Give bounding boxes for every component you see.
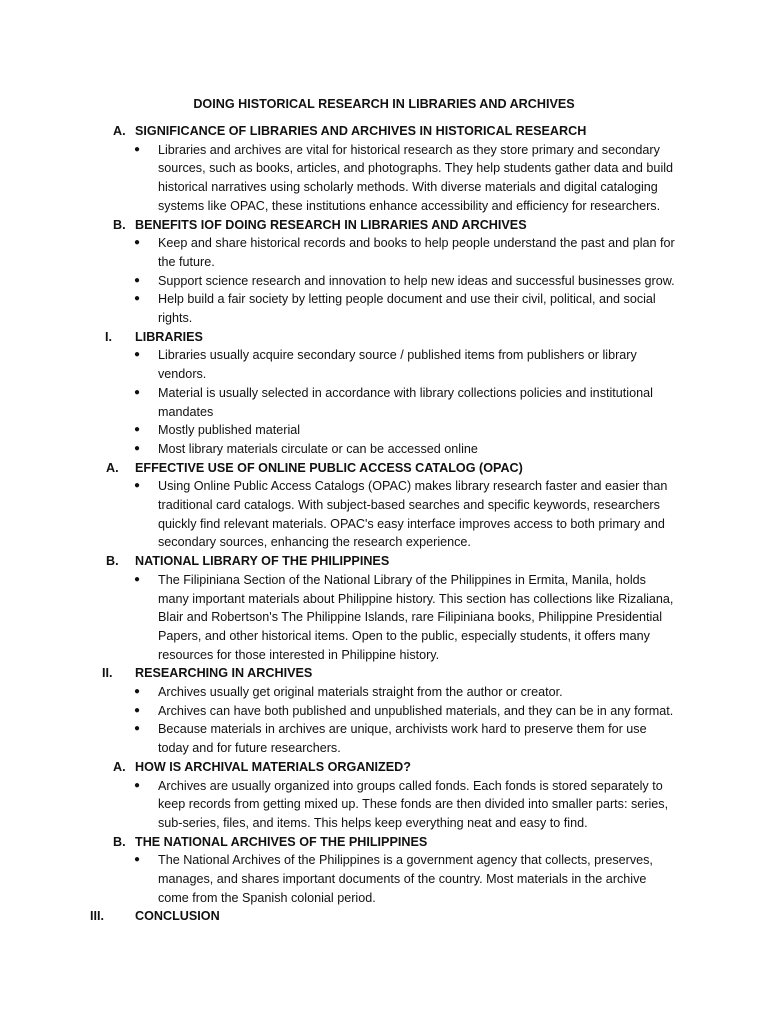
- bullet-icon: ●: [134, 143, 141, 155]
- bullet-icon: ●: [134, 424, 141, 436]
- list-item: [0, 346, 680, 383]
- section-heading: [0, 552, 768, 571]
- bullet-list: [0, 234, 768, 328]
- bullet-icon: ●: [134, 386, 141, 398]
- bullet-list: [0, 141, 768, 216]
- document-body: [0, 122, 768, 926]
- list-item: [0, 477, 680, 552]
- bullet-icon: ●: [134, 442, 141, 454]
- list-item-text: Material is usually selected in accordance with library collections policies and institutional mandates: [158, 385, 653, 419]
- bullet-icon: ●: [134, 704, 141, 716]
- section-marker: A.: [113, 124, 126, 138]
- bullet-icon: ●: [134, 293, 141, 305]
- list-item-text: The National Archives of the Philippines is a government agency that collects, preserves, manages, and shares important documents of the country. Most materials in the archive come from the Spanish colonial period.: [158, 853, 653, 905]
- bullet-icon: ●: [134, 573, 141, 585]
- list-item-text: Archives usually get original materials straight from the author or creator.: [158, 685, 563, 699]
- section-heading-text: RESEARCHING IN ARCHIVES: [135, 666, 313, 681]
- list-item: [0, 234, 680, 271]
- list-item-text: Keep and share historical records and books to help people understand the past and plan for the future.: [158, 236, 675, 269]
- list-item: [0, 777, 680, 833]
- section-heading-text: EFFECTIVE USE OF ONLINE PUBLIC ACCESS CATALOG (OPAC): [135, 460, 523, 475]
- section-heading-text: BENEFITS IOF DOING RESEARCH IN LIBRARIES AND ARCHIVES: [135, 217, 527, 232]
- bullet-list: [0, 777, 768, 833]
- list-item: [0, 141, 680, 216]
- section-heading: [0, 664, 768, 683]
- list-item-text: Mostly published material: [158, 423, 301, 438]
- section-heading: [0, 328, 768, 347]
- section-heading: [0, 459, 768, 478]
- list-item: [0, 851, 680, 907]
- list-item: [0, 720, 680, 757]
- list-item: [0, 421, 680, 440]
- section-heading-text: CONCLUSION: [135, 909, 220, 924]
- bullet-list: [0, 683, 768, 758]
- section-marker: A.: [106, 460, 119, 475]
- list-item-text: Support science research and innovation to help new ideas and successful businesses grow.: [158, 273, 675, 288]
- bullet-list: [0, 346, 768, 458]
- bullet-icon: ●: [134, 779, 141, 791]
- list-item: [0, 702, 680, 721]
- list-item-text: Libraries usually acquire secondary source / published items from publishers or library vendors.: [158, 348, 637, 382]
- bullet-list: [0, 571, 768, 665]
- list-item-text: Archives are usually organized into groups called fonds. Each fonds is stored separately to keep records from getting mixed up. These fonds are then divided into smaller parts: series, sub-series, files, and items. This helps keep everything neat and easy to find.: [158, 778, 669, 830]
- bullet-icon: ●: [134, 686, 141, 697]
- document-title: DOING HISTORICAL RESEARCH IN LIBRARIES AND ARCHIVES: [193, 97, 575, 111]
- list-item-text: Using Online Public Access Catalogs (OPAC) makes library research faster and easier than traditional card catalogs. With subject-based searches and specific keywords, researchers quickly find relevant materials. OPAC's easy interface improves access to both primary and secondary sources, enhancing the research experience.: [158, 479, 668, 550]
- list-item-text: Help build a fair society by letting people document and use their civil, political, and social rights.: [158, 292, 656, 325]
- bullet-icon: ●: [134, 349, 141, 361]
- section-marker: B.: [113, 834, 126, 849]
- section-heading-text: THE NATIONAL ARCHIVES OF THE PHILIPPINES: [135, 834, 428, 849]
- list-item-text: The Filipiniana Section of the National Library of the Philippines in Ermita, Manila, holds many important materials about Philippine history. This section has collections like Rizaliana, Blair and Robertson's The Philippine Islands, rare Filipiniana books, Philippine Presidential Papers, and other historical items. Open to the public, especially students, it offers many resources for those interested in Philippine history.: [158, 572, 674, 662]
- list-item-text: Archives can have both published and unpublished materials, and they can be in any format.: [158, 703, 674, 718]
- section-heading: [0, 758, 768, 777]
- section-heading-text: SIGNIFICANCE OF LIBRARIES AND ARCHIVES IN HISTORICAL RESEARCH: [135, 124, 587, 138]
- bullet-icon: ●: [134, 854, 141, 866]
- section-marker: I.: [105, 329, 112, 344]
- bullet-icon: ●: [134, 723, 141, 735]
- section-marker: B.: [113, 217, 126, 232]
- section-marker: II.: [102, 666, 113, 681]
- list-item-text: Libraries and archives are vital for historical research as they store primary and secondary sources, such as books, articles, and photographs. They help students gather data and build historical narratives using scholarly methods. With diverse materials and digital cataloging systems like OPAC, these institutions enhance accessibility and efficiency for researchers.: [158, 142, 674, 213]
- section-heading: [0, 907, 768, 926]
- list-item: [0, 290, 680, 327]
- bullet-list: [0, 477, 768, 552]
- bullet-icon: ●: [134, 274, 141, 286]
- list-item-text: Because materials in archives are unique, archivists work hard to preserve them for use today and for future researchers.: [158, 722, 647, 756]
- section-heading-text: HOW IS ARCHIVAL MATERIALS ORGANIZED?: [135, 759, 411, 774]
- list-item: [0, 571, 680, 665]
- section-marker: A.: [113, 759, 126, 774]
- list-item-text: Most library materials circulate or can be accessed online: [158, 441, 478, 456]
- list-item: [0, 384, 680, 421]
- list-item: [0, 440, 680, 459]
- section-heading-text: LIBRARIES: [135, 329, 203, 344]
- section-heading: [0, 833, 768, 852]
- section-marker: III.: [90, 909, 104, 924]
- list-item: [0, 683, 680, 702]
- bullet-list: [0, 851, 768, 907]
- list-item: [0, 272, 680, 291]
- section-heading: [0, 216, 768, 235]
- bullet-icon: ●: [134, 480, 141, 492]
- section-heading-text: NATIONAL LIBRARY OF THE PHILIPPINES: [135, 554, 390, 569]
- bullet-icon: ●: [134, 237, 141, 249]
- section-heading: [0, 122, 768, 141]
- section-marker: B.: [106, 554, 119, 569]
